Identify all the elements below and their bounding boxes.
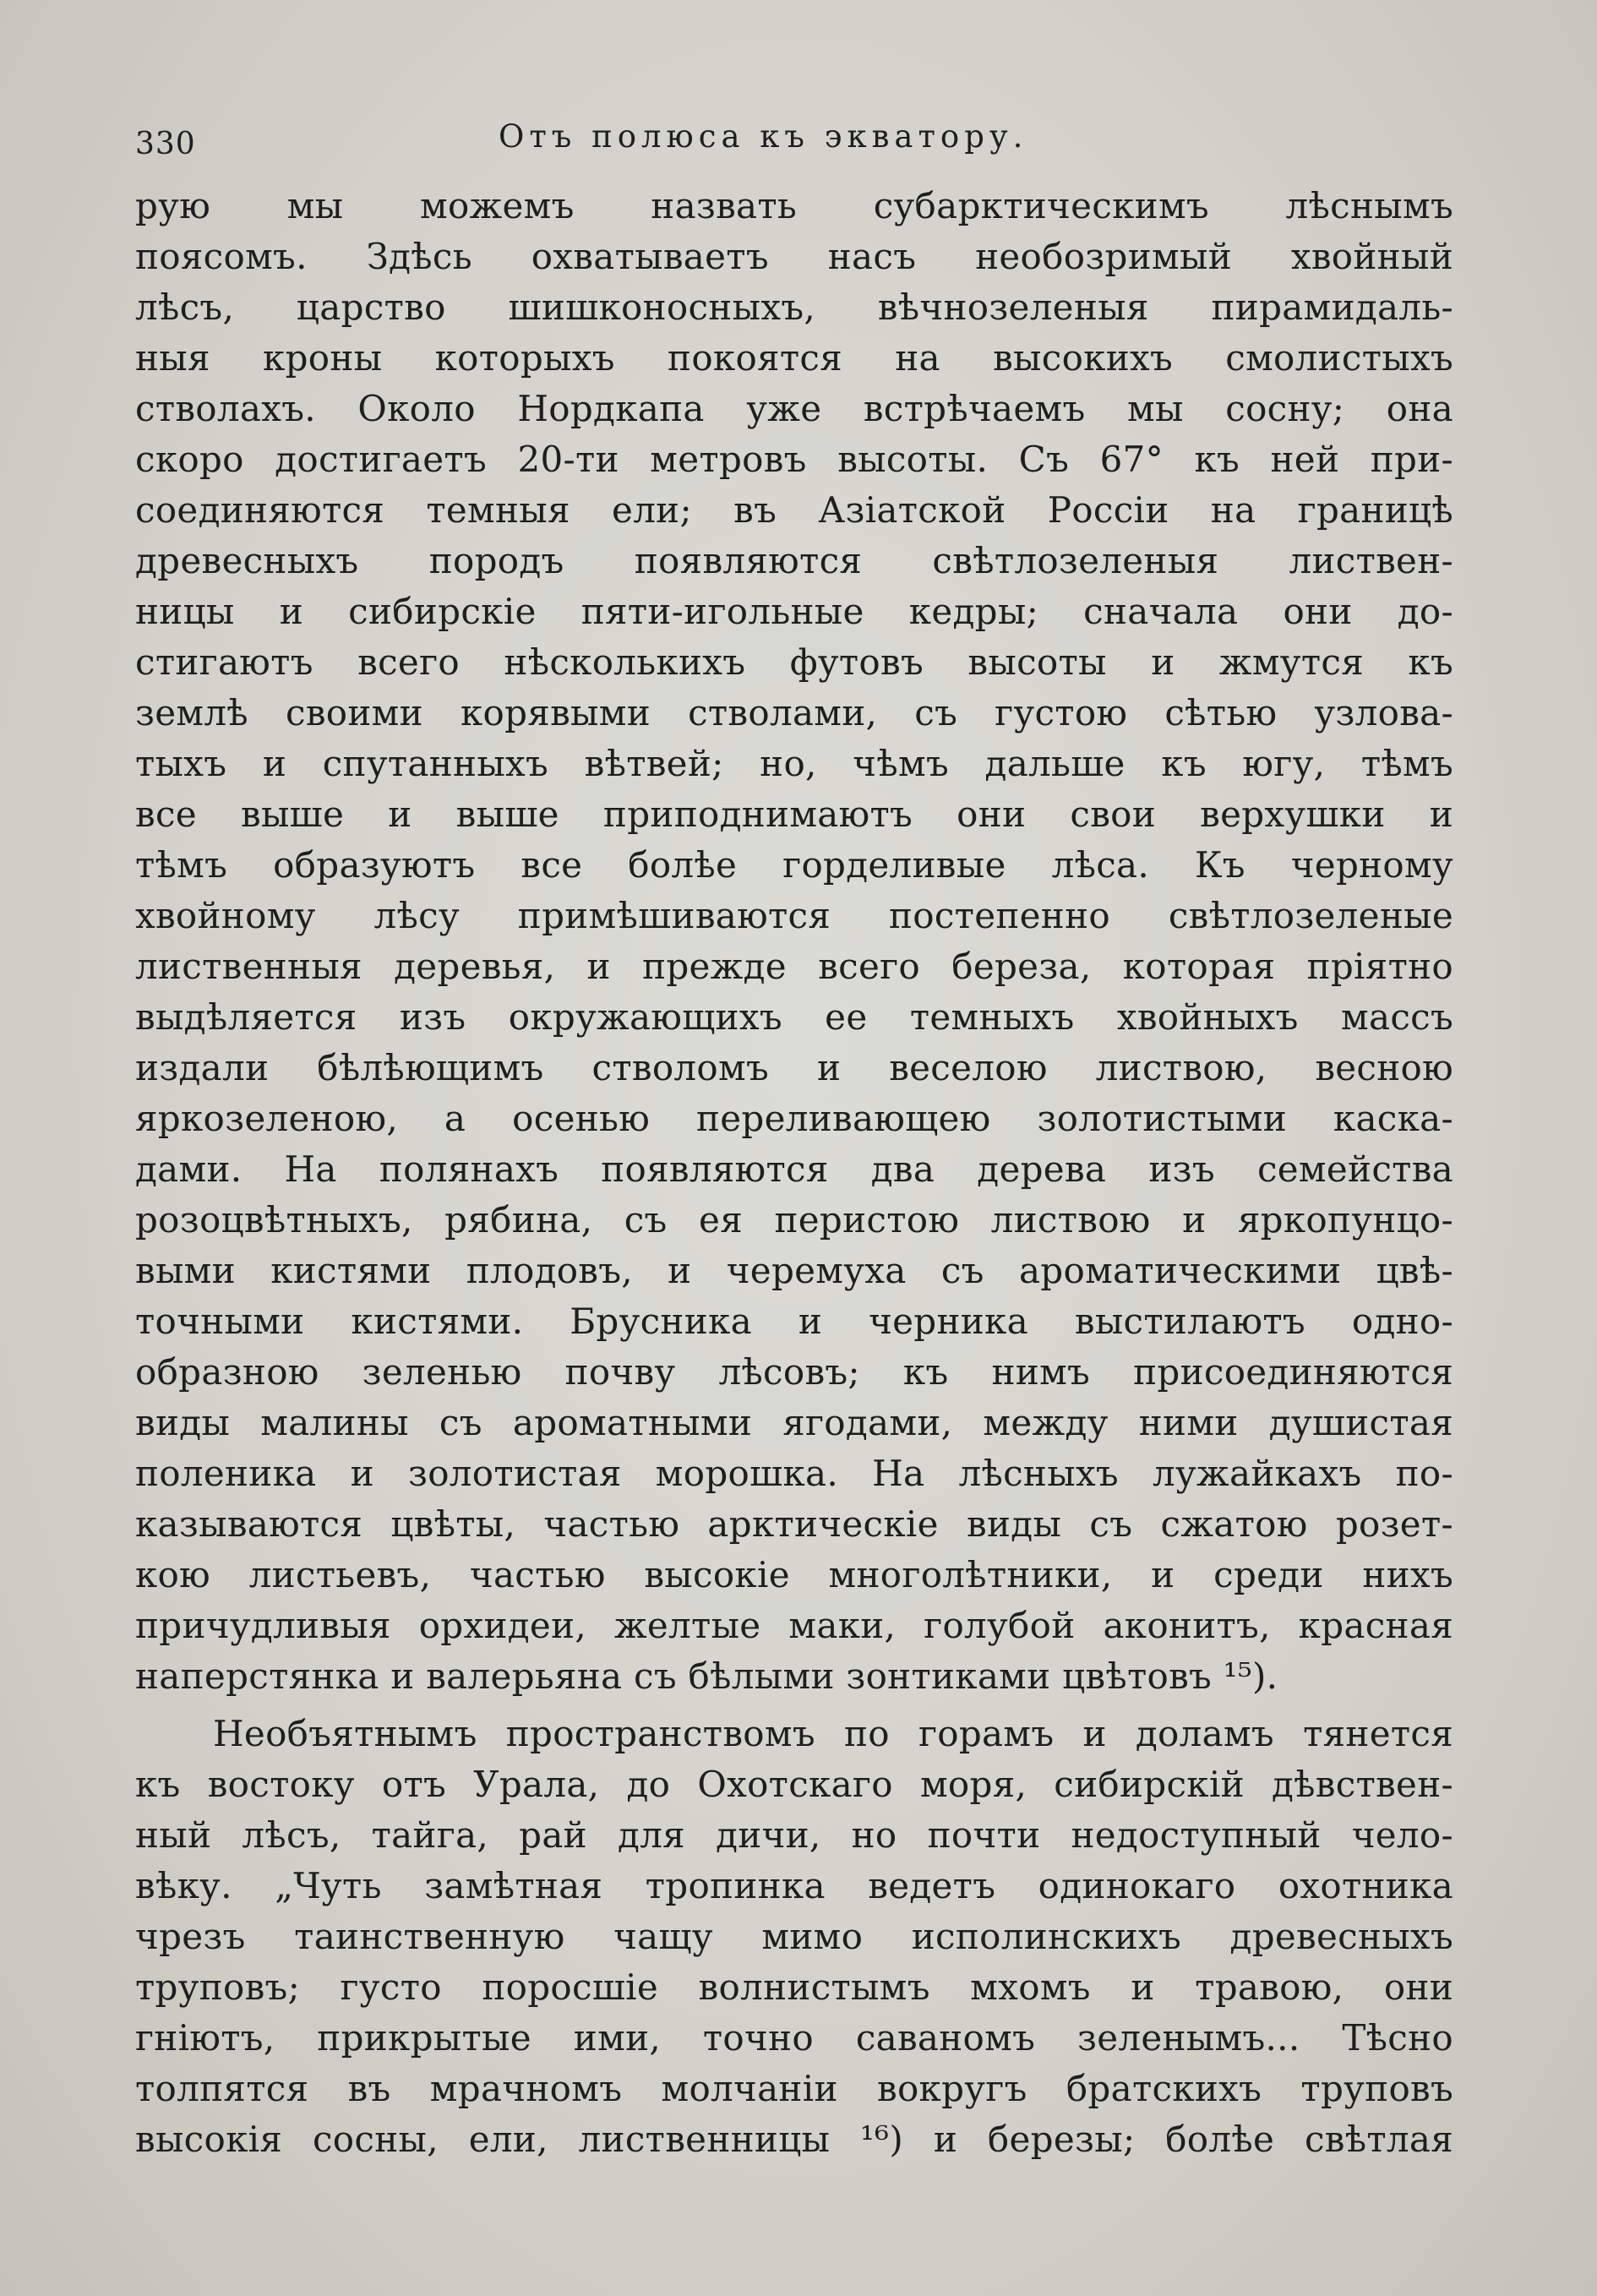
text-line: яркозеленою, а осенью переливающею золотистыми каска-	[135, 1098, 1453, 1139]
text-line: поясомъ. Здѣсь охватываетъ насъ необозримый хвойный	[135, 236, 1453, 277]
text-line: лиственныя деревья, и прежде всего береза, которая пріятно	[135, 946, 1453, 987]
text-line: тѣмъ образуютъ все болѣе горделивые лѣса. Къ черному	[135, 844, 1453, 886]
page-number: 330	[135, 127, 196, 161]
text-line: выдѣляется изъ окружающихъ ее темныхъ хвойныхъ массъ	[135, 996, 1453, 1038]
text-line: ныя кроны которыхъ покоятся на высокихъ смолистыхъ	[135, 337, 1453, 379]
page-header	[135, 118, 1445, 169]
text-line: дами. На полянахъ появляются два дерева изъ семейства	[135, 1148, 1453, 1190]
text-line: толпятся въ мрачномъ молчаніи вокругъ братскихъ труповъ	[135, 2068, 1453, 2109]
text-line: къ востоку отъ Урала, до Охотскаго моря, сибирскій дѣвствен-	[135, 1764, 1453, 1805]
text-line: виды малины съ ароматными ягодами, между ними душистая	[135, 1402, 1453, 1443]
text-line: скоро достигаетъ 20-ти метровъ высоты. Съ 67° къ ней при-	[135, 439, 1453, 480]
text-line: поленика и золотистая морошка. На лѣсныхъ лужайкахъ по-	[135, 1453, 1453, 1494]
text-line: землѣ своими корявыми стволами, съ густою сѣтью узлова-	[135, 692, 1453, 734]
text-line: стигаютъ всего нѣсколькихъ футовъ высоты и жмутся къ	[135, 641, 1453, 683]
text-line: труповъ; густо поросшіе волнистымъ мхомъ и травою, они	[135, 1966, 1453, 2008]
text-line: хвойному лѣсу примѣшиваются постепенно свѣтлозеленые	[135, 895, 1453, 936]
text-line: казываются цвѣты, частью арктическіе виды съ сжатою розет-	[135, 1503, 1453, 1545]
text-line: выми кистями плодовъ, и черемуха съ ароматическими цвѣ-	[135, 1250, 1453, 1291]
text-line: высокія сосны, ели, лиственницы ¹⁶) и березы; болѣе свѣтлая	[135, 2119, 1453, 2160]
text-line: ный лѣсъ, тайга, рай для дичи, но почти недоступный чело-	[135, 1814, 1453, 1856]
paragraph-gap	[135, 1702, 1453, 1709]
text-line: ницы и сибирскіе пяти-игольные кедры; сначала они до-	[135, 591, 1453, 632]
text-line: гніютъ, прикрытые ими, точно саваномъ зеленымъ... Тѣсно	[135, 2017, 1453, 2059]
text-line: наперстянка и валерьяна съ бѣлыми зонтиками цвѣтовъ ¹⁵).	[135, 1655, 1278, 1697]
running-title: Отъ полюса къ экватору.	[499, 118, 1028, 155]
text-line: рую мы можемъ назвать субарктическимъ лѣснымъ	[135, 185, 1453, 226]
text-line: чрезъ таинственную чащу мимо исполинскихъ древесныхъ	[135, 1916, 1453, 1957]
paragraph	[135, 181, 1453, 1702]
text-line: вѣку. „Чуть замѣтная тропинка ведетъ одинокаго охотника	[135, 1865, 1453, 1906]
text-line: лѣсъ, царство шишконосныхъ, вѣчнозеленыя пирамидаль-	[135, 286, 1453, 328]
text-line: древесныхъ породъ появляются свѣтлозеленыя листвен-	[135, 540, 1453, 581]
text-line: все выше и выше приподнимаютъ они свои верхушки и	[135, 794, 1453, 835]
text-line: причудливыя орхидеи, желтые маки, голубой аконитъ, красная	[135, 1605, 1453, 1646]
body-text	[135, 181, 1453, 2165]
text-line: Необъятнымъ пространствомъ по горамъ и доламъ тянется	[213, 1713, 1453, 1754]
text-line: соединяются темныя ели; въ Азіатской Россіи на границѣ	[135, 489, 1453, 531]
text-line: издали бѣлѣющимъ стволомъ и веселою листвою, весною	[135, 1047, 1453, 1088]
text-line: тыхъ и спутанныхъ вѣтвей; но, чѣмъ дальше къ югу, тѣмъ	[135, 743, 1453, 784]
text-line: розоцвѣтныхъ, рябина, съ ея перистою листвою и яркопунцо-	[135, 1199, 1453, 1241]
text-line: точными кистями. Брусника и черника выстилаютъ одно-	[135, 1301, 1453, 1342]
text-line: образною зеленью почву лѣсовъ; къ нимъ присоединяются	[135, 1351, 1453, 1393]
text-line: кою листьевъ, частью высокіе многолѣтники, и среди нихъ	[135, 1554, 1453, 1595]
text-line: стволахъ. Около Нордкапа уже встрѣчаемъ мы сосну; она	[135, 388, 1453, 429]
paragraph	[135, 1709, 1453, 2165]
